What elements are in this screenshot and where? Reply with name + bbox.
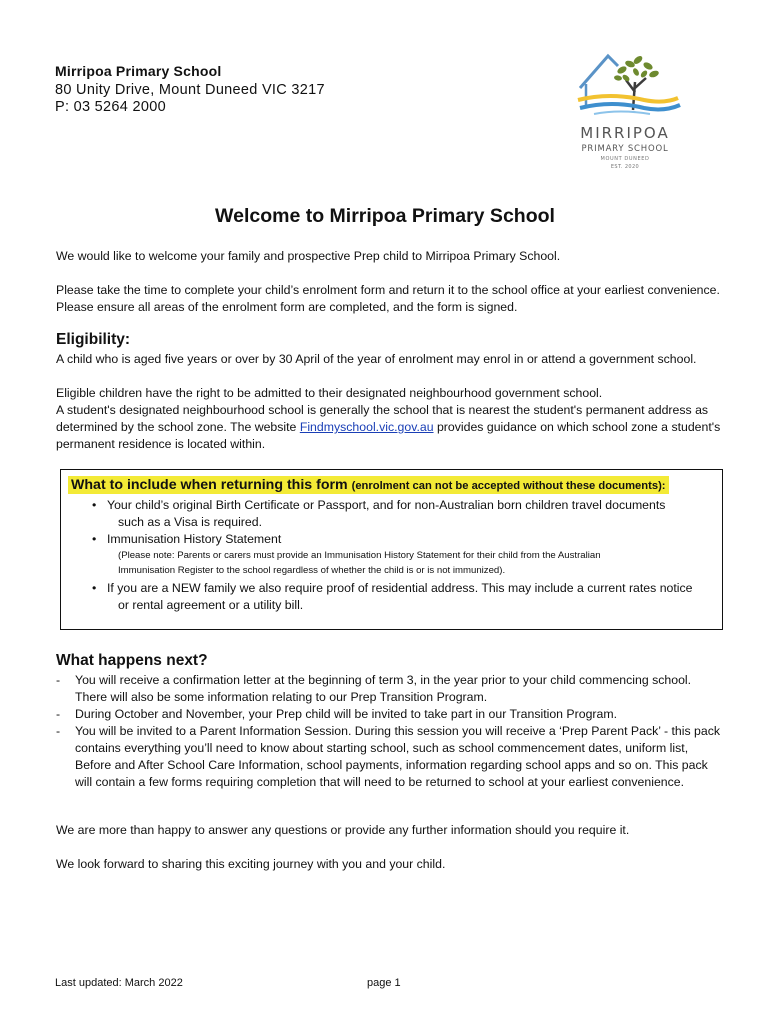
yellow-wave <box>578 96 678 102</box>
bullet-text-cont: or rental agreement or a utility bill. <box>118 598 304 612</box>
logo-text-mirripoa: MIRRIPOA <box>580 124 670 142</box>
school-logo <box>560 48 690 170</box>
closing-paragraph-1: We are more than happy to answer any questions or provide any further information should you require it. <box>56 823 630 837</box>
eligibility-line-2: Eligible children have the right to be admitted to their designated neighbourhood government school. <box>56 386 603 400</box>
include-bullet-immunisation <box>92 531 712 548</box>
intro-paragraph-2: Please take the time to complete your child’s enrolment form and return it to the school office at your earliest convenience. Please ensure all areas of the enrolment form are completed, and the form is signed. <box>56 283 720 314</box>
eligibility-line-3 <box>56 402 721 453</box>
school-logo-graphic <box>560 48 690 170</box>
logo-text-mount-duneed: MOUNT DUNEED <box>600 156 650 162</box>
last-updated: Last updated: March 2022 <box>55 977 183 989</box>
include-bullet-birth-certificate <box>92 497 712 531</box>
immunisation-note-line-1: (Please note: Parents or carers must provide an Immunisation History Statement for their child from the Australian <box>118 550 601 561</box>
next-item-3 <box>56 723 721 791</box>
include-box-title <box>68 477 669 493</box>
blue-wave <box>580 104 680 109</box>
next-item-1 <box>56 672 721 706</box>
page-title: Welcome to Mirripoa Primary School <box>215 205 555 227</box>
bullet-dot-icon: • <box>92 498 97 512</box>
roof-shape <box>580 56 618 88</box>
tree-leaves <box>614 54 660 82</box>
eligibility-line-3-start: A student's designated neighbourhood school is generally the school that is nearest the student's permanent address as determined by the school zone. The website <box>56 403 709 434</box>
dash-marker: - <box>56 724 61 738</box>
bullet-text-cont: such as a Visa is required. <box>118 515 262 529</box>
next-item-2 <box>56 706 721 723</box>
eligibility-line-1: A child who is aged five years or over by 30 April of the year of enrolment may enrol in or attend a government school. <box>56 352 697 366</box>
logo-text-primary-school: PRIMARY SCHOOL <box>581 144 669 154</box>
eligibility-heading: Eligibility: <box>56 331 131 348</box>
intro-paragraph-1: We would like to welcome your family and prospective Prep child to Mirripoa Primary School. <box>56 249 561 263</box>
bullet-text: If you are a NEW family we also require proof of residential address. This may include a current rates notice <box>107 581 693 595</box>
findmyschool-link[interactable]: Findmyschool.vic.gov.au <box>299 420 434 434</box>
next-item-text: During October and November, your Prep child will be invited to take part in our Transition Program. <box>75 707 618 721</box>
next-heading: What happens next? <box>56 652 208 669</box>
closing-paragraph-2: We look forward to sharing this exciting journey with you and your child. <box>56 857 446 871</box>
school-phone: P: 03 5264 2000 <box>55 99 166 115</box>
logo-text-est: EST. 2020 <box>610 164 640 170</box>
next-item-text: You will be invited to a Parent Information Session. During this session you will receive a ‘Prep Parent Pack’ - this pack contains everything you’ll need to know about starting school, such as school commencement dates, uniform list, Before and After School Care Information, school payments, information regarding school apps and so on. This pack will contain a few forms requiring completion that will need to be returned to school at your earliest convenience. <box>75 724 720 789</box>
eligibility-line-3-end: provides guidance on which school zone a student's permanent residence is located within. <box>56 420 721 451</box>
immunisation-note <box>118 548 708 578</box>
dash-marker: - <box>56 673 61 687</box>
light-blue-wave <box>594 112 650 115</box>
dash-marker: - <box>56 707 61 721</box>
bullet-text: Your child’s original Birth Certificate or Passport, and for non-Australian born children travel documents <box>107 498 666 512</box>
immunisation-note-line-2: Immunisation Register to the school regardless of whether the child is or is not immunized). <box>118 565 506 576</box>
school-name: Mirripoa Primary School <box>55 63 222 79</box>
school-address: 80 Unity Drive, Mount Duneed VIC 3217 <box>55 82 325 98</box>
include-box-title-text: What to include when returning this form <box>71 477 348 493</box>
include-box-title-highlight <box>68 476 669 494</box>
page-number: page 1 <box>367 977 401 989</box>
bullet-dot-icon: • <box>92 532 97 546</box>
include-box-title-note: (enrolment can not be accepted without these documents): <box>351 480 666 492</box>
include-bullet-proof-of-address <box>92 580 712 614</box>
next-item-text: You will receive a confirmation letter at the beginning of term 3, in the year prior to your child commencing school. There will also be some information relating to our Prep Transition Program. <box>75 673 692 704</box>
bullet-dot-icon: • <box>92 581 97 595</box>
bullet-text: Immunisation History Statement <box>107 532 282 546</box>
